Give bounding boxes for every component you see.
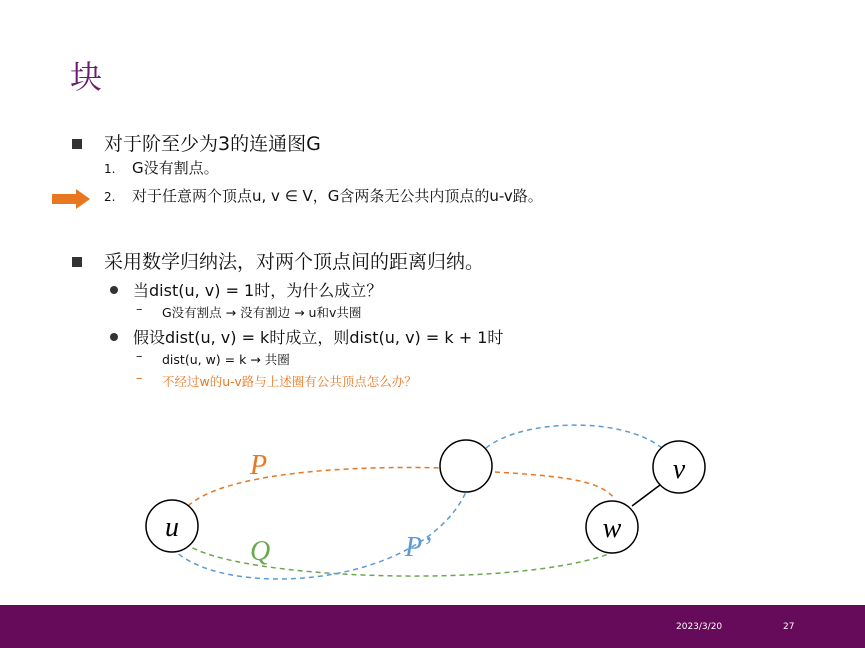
list-number: 1. bbox=[104, 162, 116, 176]
footer-date: 2023/3/20 bbox=[676, 622, 723, 632]
list-number: 2. bbox=[104, 190, 116, 204]
sub2-detail-1: dist(u, w) = k → 共圈 bbox=[162, 352, 290, 367]
sub2-detail-2: 不经过w的u-v路与上述圈有公共顶点怎么办？ bbox=[162, 374, 417, 389]
dash-bullet: – bbox=[136, 302, 143, 317]
list-text: 对于任意两个顶点u, v ∈ V，G含两条无公共内顶点的u-v路。 bbox=[132, 187, 543, 205]
slide-title: 块 bbox=[70, 58, 103, 96]
list-text: G没有割点。 bbox=[132, 159, 219, 177]
sub-bullet-1: 当dist(u, v) = 1时，为什么成立？ bbox=[133, 281, 383, 300]
path-P-edge bbox=[495, 472, 614, 498]
path-P-edge bbox=[188, 467, 442, 506]
section1-heading: 对于阶至少为3的连通图G bbox=[104, 133, 321, 155]
edge-w-v bbox=[632, 485, 660, 506]
page-number: 27 bbox=[783, 622, 795, 632]
node-mid bbox=[440, 440, 492, 492]
sub-bullet-2: 假设dist(u, v) = k时成立，则dist(u, v) = k + 1时 bbox=[133, 328, 504, 347]
path-Pprime-edge bbox=[486, 425, 662, 448]
section2-heading: 采用数学归纳法，对两个顶点间的距离归纳。 bbox=[104, 251, 485, 273]
label-Pprime: P’ bbox=[405, 532, 432, 563]
node-w-label: w bbox=[602, 513, 622, 544]
node-u-label: u bbox=[165, 512, 179, 543]
label-P: P bbox=[250, 450, 268, 481]
sub1-detail: G没有割点 → 没有割边 → u和v共圈 bbox=[162, 305, 362, 320]
dash-bullet: – bbox=[136, 371, 143, 386]
footer-bar bbox=[0, 605, 865, 648]
dash-bullet: – bbox=[136, 349, 143, 364]
label-Q: Q bbox=[250, 536, 271, 567]
node-v-label: v bbox=[672, 454, 686, 485]
